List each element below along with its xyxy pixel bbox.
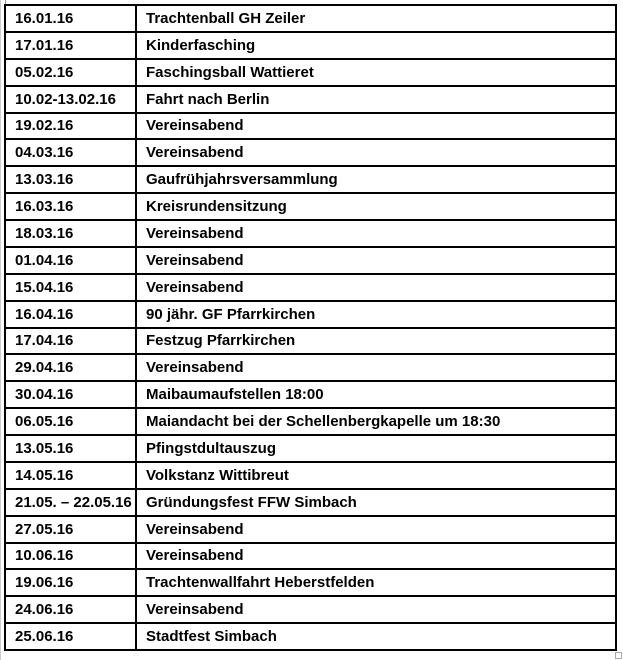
event-cell: Vereinsabend — [136, 543, 616, 570]
event-cell: Vereinsabend — [136, 220, 616, 247]
table-row — [5, 408, 616, 435]
event-cell: 90 jähr. GF Pfarrkirchen — [136, 301, 616, 328]
table-row — [5, 462, 616, 489]
table-row — [5, 623, 616, 650]
date-cell: 30.04.16 — [5, 381, 136, 408]
date-cell: 04.03.16 — [5, 139, 136, 166]
table-row — [5, 516, 616, 543]
table-row — [5, 247, 616, 274]
event-cell: Kinderfasching — [136, 32, 616, 59]
table-row — [5, 274, 616, 301]
table-row — [5, 59, 616, 86]
table-row — [5, 569, 616, 596]
event-cell: Stadtfest Simbach — [136, 623, 616, 650]
table-row — [5, 328, 616, 355]
table-row — [5, 139, 616, 166]
table-row — [5, 86, 616, 113]
table-row — [5, 435, 616, 462]
event-cell: Vereinsabend — [136, 516, 616, 543]
event-cell: Gaufrühjahrsversammlung — [136, 166, 616, 193]
event-cell: Vereinsabend — [136, 139, 616, 166]
date-cell: 05.02.16 — [5, 59, 136, 86]
event-cell: Kreisrundensitzung — [136, 193, 616, 220]
date-cell: 19.06.16 — [5, 569, 136, 596]
table-row — [5, 543, 616, 570]
event-cell: Faschingsball Wattieret — [136, 59, 616, 86]
date-cell: 16.01.16 — [5, 5, 136, 32]
date-cell: 24.06.16 — [5, 596, 136, 623]
event-cell: Trachtenball GH Zeiler — [136, 5, 616, 32]
table-row — [5, 220, 616, 247]
table-row — [5, 489, 616, 516]
date-cell: 13.03.16 — [5, 166, 136, 193]
date-cell: 16.03.16 — [5, 193, 136, 220]
event-cell: Festzug Pfarrkirchen — [136, 328, 616, 355]
date-cell: 01.04.16 — [5, 247, 136, 274]
event-cell: Volkstanz Wittibreut — [136, 462, 616, 489]
date-cell: 27.05.16 — [5, 516, 136, 543]
event-cell: Vereinsabend — [136, 596, 616, 623]
table-resize-handle-icon[interactable] — [615, 652, 622, 659]
date-cell: 13.05.16 — [5, 435, 136, 462]
event-cell: Fahrt nach Berlin — [136, 86, 616, 113]
table-row — [5, 301, 616, 328]
date-cell: 19.02.16 — [5, 113, 136, 140]
events-table-body — [5, 5, 616, 650]
event-cell: Vereinsabend — [136, 113, 616, 140]
date-cell: 18.03.16 — [5, 220, 136, 247]
date-cell: 06.05.16 — [5, 408, 136, 435]
table-row — [5, 381, 616, 408]
events-table — [4, 4, 617, 651]
table-row — [5, 354, 616, 381]
event-cell: Vereinsabend — [136, 247, 616, 274]
date-cell: 14.05.16 — [5, 462, 136, 489]
page-margin-line — [0, 0, 1, 660]
date-cell: 15.04.16 — [5, 274, 136, 301]
date-cell: 16.04.16 — [5, 301, 136, 328]
date-cell: 10.02-13.02.16 — [5, 86, 136, 113]
event-cell: Maibaumaufstellen 18:00 — [136, 381, 616, 408]
date-cell: 17.01.16 — [5, 32, 136, 59]
event-cell: Gründungsfest FFW Simbach — [136, 489, 616, 516]
event-cell: Vereinsabend — [136, 274, 616, 301]
table-row — [5, 596, 616, 623]
table-row — [5, 166, 616, 193]
table-row — [5, 32, 616, 59]
date-cell: 29.04.16 — [5, 354, 136, 381]
date-cell: 25.06.16 — [5, 623, 136, 650]
event-cell: Maiandacht bei der Schellenbergkapelle um 18:30 — [136, 408, 616, 435]
table-row — [5, 193, 616, 220]
event-cell: Vereinsabend — [136, 354, 616, 381]
table-row — [5, 113, 616, 140]
table-row — [5, 5, 616, 32]
date-cell: 17.04.16 — [5, 328, 136, 355]
date-cell: 10.06.16 — [5, 543, 136, 570]
event-cell: Trachtenwallfahrt Heberstfelden — [136, 569, 616, 596]
event-cell: Pfingstdultauszug — [136, 435, 616, 462]
date-cell: 21.05. – 22.05.16 — [5, 489, 136, 516]
